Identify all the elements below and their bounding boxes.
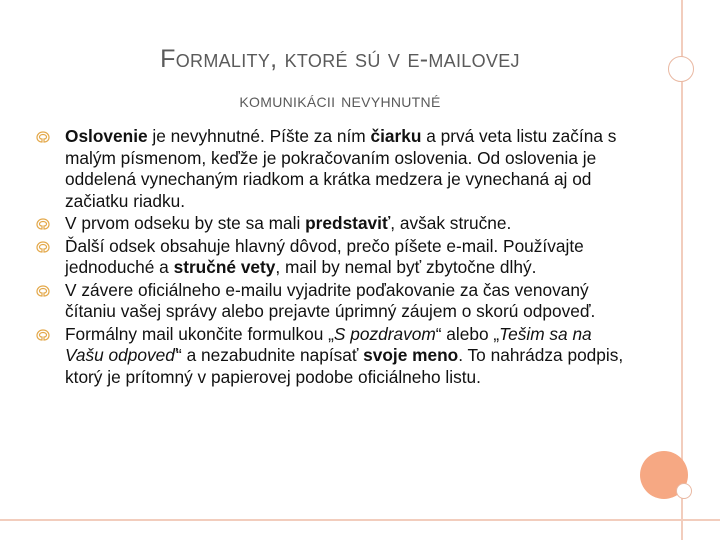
leaf-bullet-icon <box>36 329 50 341</box>
slide-title <box>60 38 620 122</box>
leaf-bullet-icon <box>36 285 50 297</box>
bullet-5-text-4: . To nahrádza podpis, ktorý je prítomný v papierovej podobe oficiálneho listu. <box>65 345 624 387</box>
bullet-item <box>36 126 626 212</box>
bullet-3-text-1: Ďalší odsek obsahuje hlavný dôvod, prečo píšete e-mail. Používajte jednoduché a <box>65 235 584 277</box>
leaf-bullet-icon <box>36 131 50 143</box>
leaf-bullet-icon <box>36 241 50 253</box>
decorative-circle-top <box>668 56 694 82</box>
bullet-item <box>36 236 626 279</box>
bullet-2-text-2: , avšak stručne. <box>390 213 512 233</box>
bullet-5-text-3: “ a nezabudnite napísať <box>176 345 364 365</box>
frame-horizontal-line <box>0 519 720 521</box>
bullet-1-text-2: a prvá veta listu začína s malým písmenom, keďže je pokračovaním oslovenia. Od oslovenia je oddelená vynechaným riadkom a krátka medzera je vynechaná aj od začiatku riadku. <box>65 126 617 211</box>
bullet-1-text-1: je nevyhnutné. Píšte za ním <box>147 126 371 146</box>
title-line-2: komunikácii nevyhnutné <box>239 90 441 112</box>
title-line-1: Formality, ktoré sú v e-mailovej <box>160 45 520 73</box>
bullet-5-text-1: Formálny mail ukončite formulkou „ <box>65 323 334 344</box>
decorative-circle-small <box>676 483 692 499</box>
bullet-5-text-2: “ alebo „ <box>435 323 500 344</box>
bullet-4-text-1: V závere oficiálneho e-mailu vyjadrite poďakovanie za čas venovaný čítaniu vašej správy alebo prejavte úprimný záujem o skorú odpoveď. <box>65 279 596 321</box>
bullet-3-text-2: , mail by nemal byť zbytočne dlhý. <box>275 257 537 277</box>
bullet-5-bold-1: svoje meno <box>363 345 459 365</box>
leaf-bullet-icon <box>36 218 50 230</box>
bullet-5-italic-1: S pozdravom <box>333 323 436 344</box>
bullet-item <box>36 280 626 323</box>
bullet-item <box>36 213 626 235</box>
bullet-1-bold-2: čiarku <box>370 126 422 146</box>
bullet-5-italic-2: Tešim sa na Vašu odpoveď <box>65 323 592 365</box>
bullet-list <box>36 126 626 389</box>
bullet-3-bold-1: stručné vety <box>173 257 276 277</box>
bullet-item <box>36 324 626 389</box>
bullet-1-bold-1: Oslovenie <box>65 126 148 146</box>
bullet-2-text-1: V prvom odseku by ste sa mali <box>65 213 306 233</box>
bullet-2-bold-1: predstaviť <box>305 213 391 233</box>
